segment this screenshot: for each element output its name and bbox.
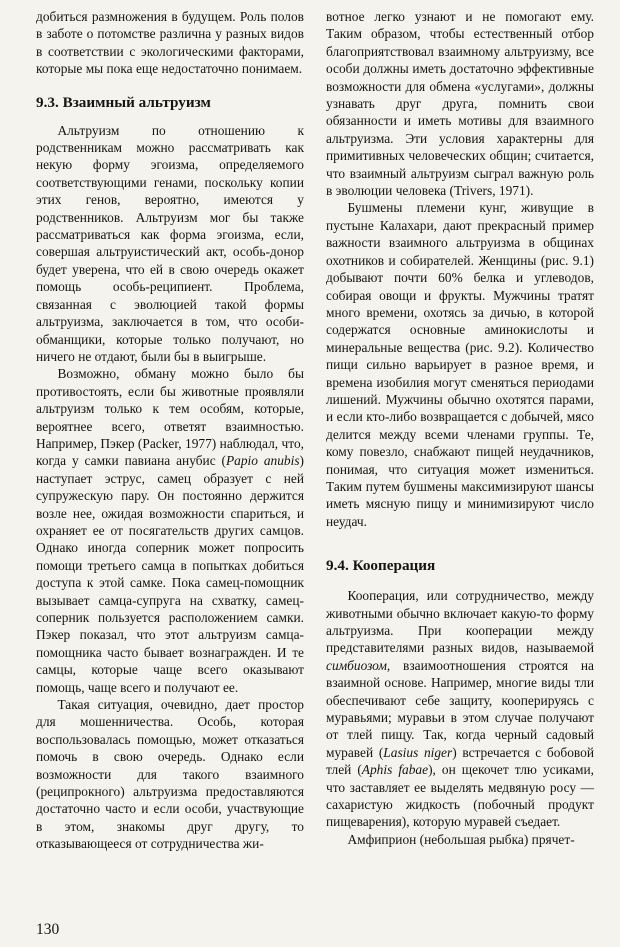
paragraph-kin-altruism: Альтруизм по отношению к родственникам можно рассматривать как некую форму эгоизма, определяемого соответствующими генами, поскольку копии этих генов, вероятно, имеются у родственников. Альтруизм мог бы также рассматриваться как форма эгоизма, если, совершая альтруистический акт, особь-донор будет уверена, что ей в свою очередь окажет помощь особь-реципиент. Проблема, связанная с эволюцией такой формы альтруизма, заключается в том, что особи-обманщики, которые только получают, но ничего не отдают, были бы в выигрыше. — [36, 122, 304, 364]
page-number: 130 — [36, 921, 60, 938]
paragraph-cheating: Такая ситуация, очевидно, дает простор для мошенничества. Особь, которая воспользовалась помощью, может отказаться помочь в свою очередь. Однако если возможности для такого взаимного (реципрокного) альтруизма предоставляются достаточно часто и если особи, участвующие в этом, знакомы друг другу, то отказывающееся от сотрудничества жи- — [36, 697, 304, 852]
paragraph-continuation-parental-care: добиться размножения в будущем. Роль полов в заботе о потомстве различна у разных видов в соответствии с экологическими факторами, которые мы пока еще недостаточно понимаем. — [36, 9, 304, 77]
left-column — [36, 8, 304, 853]
paragraph-cooperation-symbiosis: Кооперация, или сотрудничество, между животными обычно включает какую-то форму альтруизма. При кооперации между представителями разных видов, называемой симбиозом, взаимоотношения строятся на взаимной основе. Например, многие виды тли обеспечивают себе защиту, кооперируясь с муравьями; муравьи в этом случае получают от тлей пищу. Так, когда черный садовый муравей (Lasius niger) встречается с бобовой тлей (Aphis fabae), он щекочет тлю усиками, что заставляет ее выделять медвяную росу — сахаристую жидкость (побочный продукт пищеварения), которую муравей съедает. — [326, 588, 594, 830]
paragraph-packer-baboons: Возможно, обману можно было бы противостоять, если бы животные проявляли альтруизм только к тем особям, которые, вероятнее всего, ответят взаимностью. Например, Пэкер (Packer, 1977) наблюдал, что, когда у самки павиана анубис (Papio anubis) наступает эструс, самец образует с ней супружескую пару. Он постоянно держится возле нее, ожидая возможности спариться, и охраняет ее от посягательств других самцов. Однако иногда соперник может попросить помощи третьего самца в попытках добиться доступа к этой самке. Пока самец-помощник вызывает самца-супруга на схватку, самец-соперник пользуется расположением самки. Пэкер показал, что этот альтруизм самца-помощника часто бывает вознагражден. И те самцы, которые чаще всего оказывают помощь, чаще всего и получают ее. — [36, 366, 304, 695]
paragraph-amphiprion: Амфиприон (небольшая рыбка) прячет- — [347, 831, 575, 847]
paragraph-bushmen-kung: Бушмены племени кунг, живущие в пустыне Калахари, дают прекрасный пример важности взаимного альтруизма в общинах охотников и собирателей. Женщины (рис. 9.1) добывают почти 60% белка и углеводов, собирая овощи и фрукты. Мужчины тратят много времени, охотясь за дичью, в которой содержатся основные аминокислоты и минеральные вещества (рис. 9.2). Количество пищи сильно варьирует в разное время, и времена изобилия могут сменяться периодами лишений. Мужчины обычно охотятся парами, и если кто-либо возвращается с добычей, мясо делится между всеми членами группы. Те, кому повезло, снабжают пищей неудачников, понимая, что ситуация может измениться. Таким путем бушмены максимизируют шансы иметь мясную пищу и минимизируют число неудач. — [326, 200, 594, 529]
paragraph-recognition-conditions: вотное легко узнают и не помогают ему. Таким образом, чтобы естественный отбор благоприятствовал взаимному альтруизму, все особи должны иметь достаточно эффективные возможности для обмена «услугами», должны узнавать друг друга, помнить свои обязанности и иметь мотивы для взаимного альтруизма. Эти условия характерны для примитивных человеческих общин; считается, что взаимный альтруизм сыграл важную роль в эволюции человека (Trivers, 1971). — [326, 9, 594, 199]
right-column — [326, 8, 594, 853]
section-heading-9-3: 9.3. Взаимный альтруизм — [36, 93, 211, 111]
section-heading-9-4: 9.4. Кооперация — [326, 557, 436, 575]
two-column-layout — [36, 8, 594, 853]
